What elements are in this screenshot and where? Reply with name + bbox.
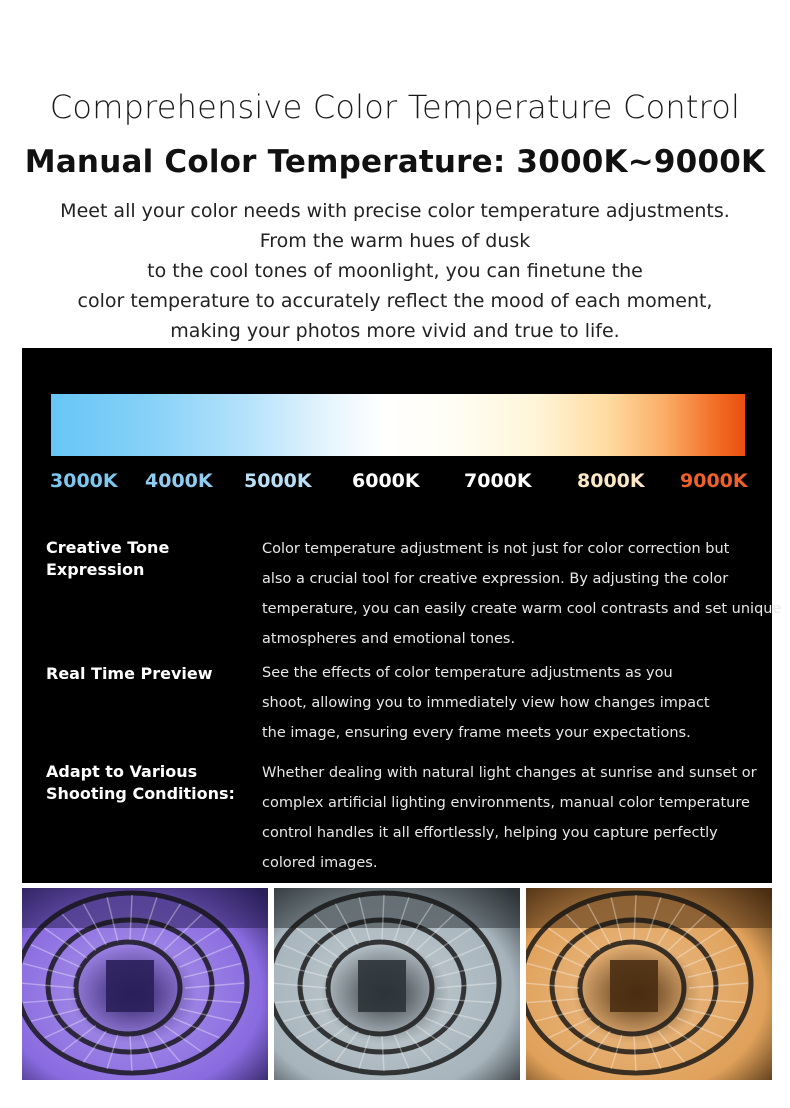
feature-title-adapt-conditions [46, 761, 246, 805]
sample-photo-neutral [274, 888, 520, 1080]
stairwell-floor [358, 960, 406, 1012]
sample-photo-warm [526, 888, 772, 1080]
description-line: color temperature to accurately reflect the mood of each moment, [77, 290, 713, 312]
sample-photo-cool [22, 888, 268, 1080]
stairwell-floor [610, 960, 658, 1012]
feature-desc-line: complex artificial lighting environments, manual color temperature [262, 795, 750, 811]
info-panel [22, 348, 782, 883]
description-line: From the warm hues of dusk [259, 230, 531, 252]
temp-label-4000k: 4000K [145, 470, 213, 492]
feature-desc-line: temperature, you can easily create warm cool contrasts and set unique [262, 601, 782, 617]
feature-desc-line: colored images. [262, 855, 378, 871]
feature-desc-line: See the effects of color temperature adjustments as you [262, 665, 673, 681]
page-description [0, 196, 790, 346]
feature-title-line: Real Time Preview [46, 664, 213, 683]
feature-desc-line: also a crucial tool for creative expression. By adjusting the color [262, 571, 729, 587]
description-line: Meet all your color needs with precise color temperature adjustments. [60, 200, 730, 222]
feature-title-real-time-preview [46, 663, 246, 685]
stairwell-floor [106, 960, 154, 1012]
temp-label-3000k: 3000K [50, 470, 118, 492]
feature-desc-line: Whether dealing with natural light changes at sunrise and sunset or [262, 765, 757, 781]
feature-desc-real-time-preview [262, 658, 772, 748]
staircase-photo-graphic [526, 888, 772, 1080]
feature-title-line: Adapt to Various [46, 762, 198, 781]
temp-label-6000k: 6000K [352, 470, 420, 492]
temp-label-9000k: 9000K [680, 470, 748, 492]
staircase-photo-graphic [274, 888, 520, 1080]
description-line: making your photos more vivid and true to life. [170, 320, 620, 342]
feature-title-creative-tone [46, 537, 246, 581]
page-subtitle: Manual Color Temperature: 3000K~9000K [24, 144, 766, 180]
feature-desc-line: the image, ensuring every frame meets your expectations. [262, 725, 691, 741]
staircase-photo-graphic [22, 888, 268, 1080]
feature-desc-adapt-conditions [262, 758, 772, 878]
color-temperature-gradient-bar [51, 394, 745, 456]
feature-desc-creative-tone [262, 534, 782, 654]
temp-label-7000k: 7000K [464, 470, 532, 492]
feature-desc-line: control handles it all effortlessly, helping you capture perfectly [262, 825, 718, 841]
page-title: Comprehensive Color Temperature Control [49, 88, 741, 126]
feature-title-line: Shooting Conditions: [46, 784, 235, 803]
feature-title-line: Creative Tone [46, 538, 170, 557]
description-line: to the cool tones of moonlight, you can finetune the [147, 260, 643, 282]
temp-label-5000k: 5000K [244, 470, 312, 492]
feature-desc-line: shoot, allowing you to immediately view how changes impact [262, 695, 710, 711]
feature-title-line: Expression [46, 560, 145, 579]
feature-desc-line: atmospheres and emotional tones. [262, 631, 516, 647]
temp-label-8000k: 8000K [577, 470, 645, 492]
feature-desc-line: Color temperature adjustment is not just for color correction but [262, 541, 730, 557]
